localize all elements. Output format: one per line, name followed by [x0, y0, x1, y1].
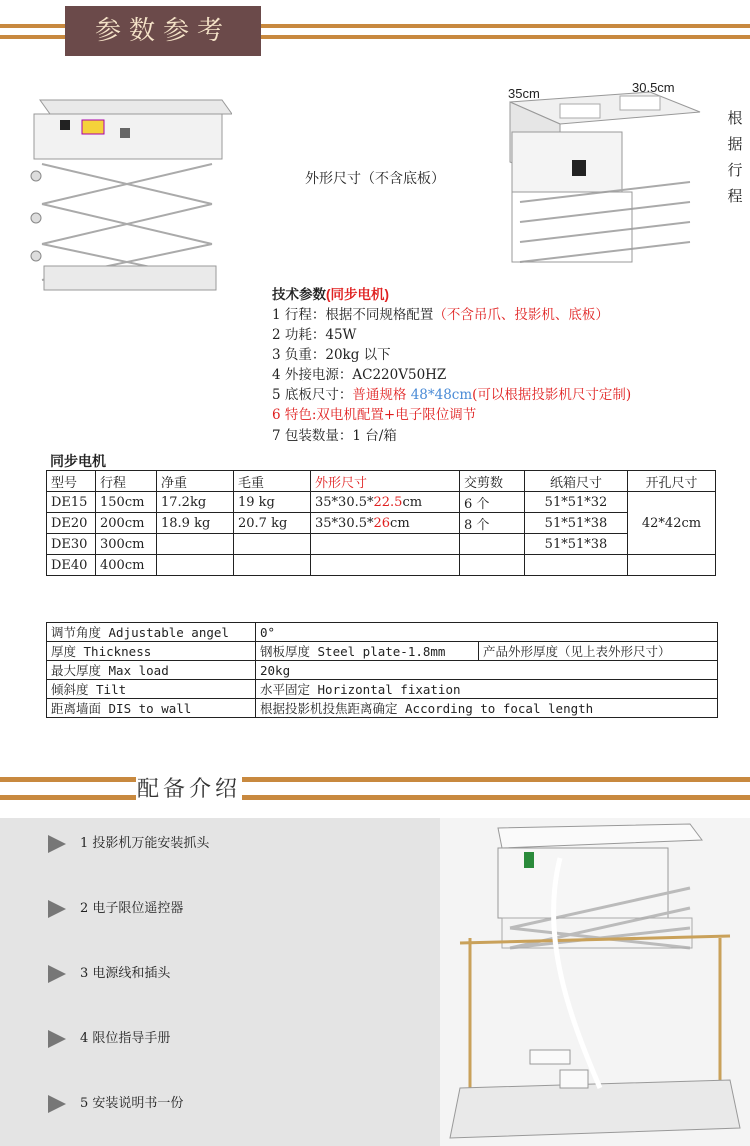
tech-line-3: 3 负重：20kg 以下: [272, 347, 391, 363]
arrow-icon: [48, 1030, 66, 1048]
table-header-row: [47, 471, 716, 492]
arrow-icon: [48, 1095, 66, 1113]
product-lift-image: [22, 84, 232, 294]
table-row: 最大厚度 Max load 20kg: [47, 661, 718, 680]
dimension-width-a: 35cm: [508, 86, 540, 101]
parameter-table: [46, 622, 718, 718]
accessories-product-image: [440, 818, 750, 1146]
tech-line-1: 1 行程：根据不同规格配置（不含吊爪、投影机、底板）: [272, 307, 609, 323]
list-item: 5 安装说明书一份: [48, 1092, 183, 1114]
table-row: DE40 400cm: [47, 555, 716, 576]
spec-table: [46, 470, 716, 576]
tech-line-6: 6 特色:双电机配置+电子限位调节: [272, 407, 477, 423]
height-note: 根 据 行 程: [727, 110, 743, 205]
table-row: 倾斜度 Tilt 水平固定 Horizontal fixation: [47, 680, 718, 699]
table-header: 净重: [157, 471, 234, 492]
section-title: 参数参考: [94, 16, 231, 46]
table-header: 型号: [47, 471, 96, 492]
dimension-width-b: 30.5cm: [632, 80, 675, 95]
tech-line-7: 7 包装数量：1 台/箱: [272, 428, 397, 444]
table-row: 调节角度 Adjustable angel 0°: [47, 623, 718, 642]
arrow-icon: [48, 900, 66, 918]
hole-size: 42*42cm: [628, 492, 716, 555]
accessories-title-box: [136, 776, 242, 804]
accessories-stripe-bottom: [0, 795, 750, 800]
arrow-icon: [48, 965, 66, 983]
product-dimension-image: [500, 82, 710, 272]
arrow-icon: [48, 835, 66, 853]
tech-line-4: 4 外接电源：AC220V50HZ: [272, 367, 447, 383]
table-header: 外形尺寸: [311, 471, 460, 492]
table-header: 纸箱尺寸: [525, 471, 628, 492]
list-item: 1 投影机万能安装抓头: [48, 832, 209, 854]
list-item: 2 电子限位遥控器: [48, 897, 183, 919]
table-header: 交剪数: [460, 471, 525, 492]
tech-line-2: 2 功耗：45W: [272, 327, 357, 343]
table-row: DE30 300cm 51*51*38: [47, 534, 716, 555]
table-header: 开孔尺寸: [628, 471, 716, 492]
dimension-caption: 外形尺寸（不含底板）: [305, 170, 445, 186]
accessories-stripe-top: [0, 777, 750, 782]
list-item: 4 限位指导手册: [48, 1027, 170, 1049]
accessories-title: 配备介绍: [136, 777, 241, 802]
table-row: 厚度 Thickness 钢板厚度 Steel plate-1.8mm 产品外形厚度（见上表外形尺寸）: [47, 642, 718, 661]
table1-title: 同步电机: [50, 453, 106, 469]
list-item: 3 电源线和插头: [48, 962, 170, 984]
table-row: DE15 150cm 17.2kg 19 kg 35*30.5*22.5cm 6 个 51*51*32 42*42cm: [47, 492, 716, 513]
table-row: DE20 200cm 18.9 kg 20.7 kg 35*30.5*26cm 8 个 51*51*38: [47, 513, 716, 534]
table-row: 距离墙面 DIS to wall 根据投影机投焦距离确定 According to focal length: [47, 699, 718, 718]
tech-heading: 技术参数(同步电机): [272, 287, 389, 302]
table-header: 毛重: [234, 471, 311, 492]
section-header: [65, 6, 261, 56]
table-header: 行程: [96, 471, 157, 492]
tech-line-5: 5 底板尺寸：普通规格 48*48cm(可以根据投影机尺寸定制): [272, 387, 632, 403]
